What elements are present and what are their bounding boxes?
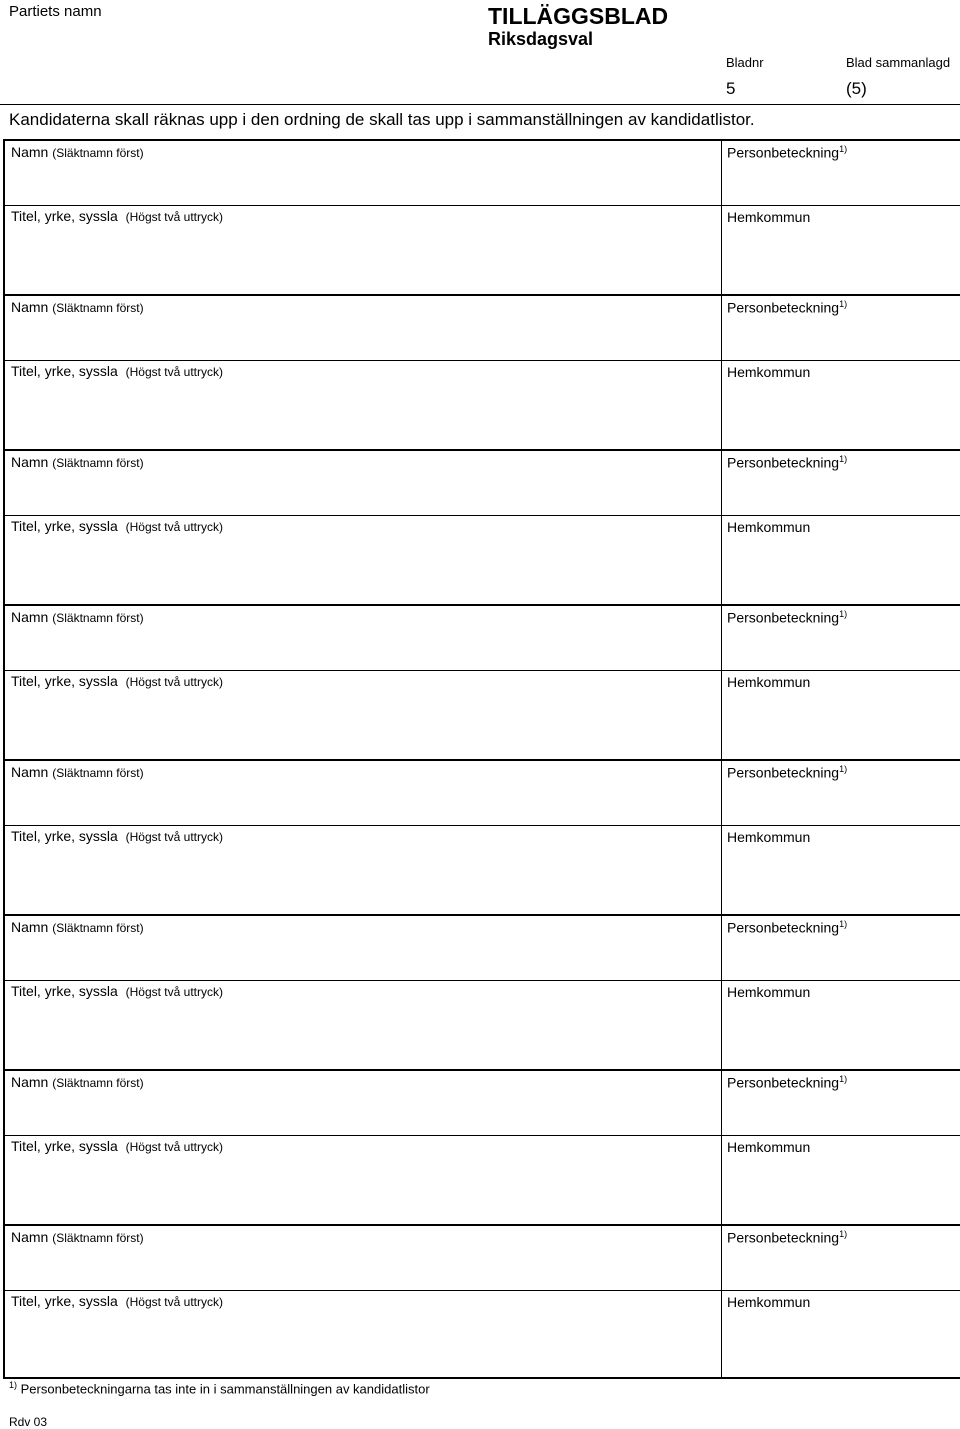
- namn-hint: (Släktnamn först): [52, 456, 144, 470]
- block-column-divider: [721, 1224, 722, 1379]
- namn-hint: (Släktnamn först): [52, 921, 144, 935]
- titel-hint: (Högst två uttryck): [125, 520, 223, 534]
- titel-field[interactable]: [11, 828, 223, 844]
- hemkommun-label: Hemkommun: [727, 674, 811, 690]
- titel-label: Titel, yrke, syssla: [11, 673, 118, 689]
- titel-label: Titel, yrke, syssla: [11, 363, 118, 379]
- block-column-divider: [721, 759, 722, 914]
- namn-field[interactable]: [11, 919, 144, 935]
- block-mid-rule: [5, 515, 960, 516]
- block-top-rule: [5, 1224, 960, 1226]
- titel-label: Titel, yrke, syssla: [11, 1138, 118, 1154]
- block-mid-rule: [5, 825, 960, 826]
- namn-hint: (Släktnamn först): [52, 301, 144, 315]
- titel-field[interactable]: [11, 518, 223, 534]
- candidate-block: [5, 449, 960, 604]
- candidate-block: [5, 1224, 960, 1379]
- namn-hint: (Släktnamn först): [52, 766, 144, 780]
- namn-label: Namn: [11, 919, 49, 935]
- candidate-block: [5, 759, 960, 914]
- block-column-divider: [721, 294, 722, 449]
- bladnr-value: 5: [726, 79, 736, 98]
- block-top-rule: [5, 759, 960, 761]
- personbeteckning-label: Personbeteckning: [727, 764, 840, 781]
- personbeteckning-label: Personbeteckning: [727, 1074, 840, 1091]
- namn-label: Namn: [11, 764, 49, 780]
- personbeteckning-field[interactable]: [727, 1229, 847, 1246]
- footnote-ref: 1): [839, 299, 848, 309]
- instruction-text: Kandidaterna skall räknas upp i den ordning de skall tas upp i sammanställningen av kandidatlistor.: [9, 110, 755, 129]
- titel-field[interactable]: [11, 983, 223, 999]
- block-column-divider: [721, 139, 722, 294]
- hemkommun-label: Hemkommun: [727, 209, 811, 225]
- namn-field[interactable]: [11, 1074, 144, 1090]
- namn-hint: (Släktnamn först): [52, 611, 144, 625]
- page-title: TILLÄGGSBLAD: [488, 3, 669, 29]
- personbeteckning-label: Personbeteckning: [727, 609, 840, 626]
- namn-hint: (Släktnamn först): [52, 1076, 144, 1090]
- titel-hint: (Högst två uttryck): [125, 1295, 223, 1309]
- titel-label: Titel, yrke, syssla: [11, 983, 118, 999]
- hemkommun-label: Hemkommun: [727, 519, 811, 535]
- block-column-divider: [721, 914, 722, 1069]
- footnote-ref: 1): [839, 1074, 848, 1084]
- candidate-block: [5, 604, 960, 759]
- block-column-divider: [721, 1069, 722, 1224]
- namn-label: Namn: [11, 144, 49, 160]
- hemkommun-label: Hemkommun: [727, 984, 811, 1000]
- namn-label: Namn: [11, 299, 49, 315]
- block-mid-rule: [5, 670, 960, 671]
- hemkommun-label: Hemkommun: [727, 829, 811, 845]
- block-mid-rule: [5, 980, 960, 981]
- footnote-mark: 1): [9, 1380, 18, 1390]
- block-top-rule: [5, 139, 960, 141]
- candidate-block: [5, 294, 960, 449]
- candidate-block: [5, 1069, 960, 1224]
- titel-field[interactable]: [11, 673, 223, 689]
- block-column-divider: [721, 604, 722, 759]
- namn-field[interactable]: [11, 299, 144, 315]
- block-top-rule: [5, 449, 960, 451]
- namn-field[interactable]: [11, 454, 144, 470]
- personbeteckning-field[interactable]: [727, 609, 847, 626]
- hemkommun-field[interactable]: [727, 829, 810, 845]
- block-column-divider: [721, 449, 722, 604]
- bladnr-label: Bladnr: [726, 55, 764, 70]
- personbeteckning-field[interactable]: [727, 1074, 847, 1091]
- personbeteckning-field[interactable]: [727, 919, 847, 936]
- namn-label: Namn: [11, 454, 49, 470]
- form-code: Rdv 03: [9, 1415, 48, 1429]
- hemkommun-field[interactable]: [727, 519, 810, 535]
- hemkommun-field[interactable]: [727, 364, 810, 380]
- titel-field[interactable]: [11, 208, 223, 224]
- personbeteckning-label: Personbeteckning: [727, 299, 840, 316]
- titel-label: Titel, yrke, syssla: [11, 1293, 118, 1309]
- personbeteckning-field[interactable]: [727, 454, 847, 471]
- titel-hint: (Högst två uttryck): [125, 1140, 223, 1154]
- footnote-ref: 1): [839, 144, 848, 154]
- namn-hint: (Släktnamn först): [52, 146, 144, 160]
- block-top-rule: [5, 604, 960, 606]
- candidate-form: [3, 139, 960, 1379]
- footnote: [9, 1380, 430, 1396]
- hemkommun-field[interactable]: [727, 984, 810, 1000]
- block-mid-rule: [5, 360, 960, 361]
- personbeteckning-field[interactable]: [727, 144, 847, 161]
- footnote-ref: 1): [839, 609, 848, 619]
- titel-label: Titel, yrke, syssla: [11, 518, 118, 534]
- hemkommun-field[interactable]: [727, 674, 810, 690]
- footnote-ref: 1): [839, 1229, 848, 1239]
- block-mid-rule: [5, 205, 960, 206]
- titel-field[interactable]: [11, 1138, 223, 1154]
- personbeteckning-label: Personbeteckning: [727, 454, 840, 471]
- titel-label: Titel, yrke, syssla: [11, 208, 118, 224]
- footnote-ref: 1): [839, 919, 848, 929]
- namn-hint: (Släktnamn först): [52, 1231, 144, 1245]
- header-divider: [0, 104, 960, 105]
- hemkommun-label: Hemkommun: [727, 364, 811, 380]
- block-top-rule: [5, 914, 960, 916]
- block-top-rule: [5, 1069, 960, 1071]
- titel-field[interactable]: [11, 1293, 223, 1309]
- titel-hint: (Högst två uttryck): [125, 365, 223, 379]
- namn-label: Namn: [11, 1074, 49, 1090]
- namn-label: Namn: [11, 1229, 49, 1245]
- titel-hint: (Högst två uttryck): [125, 985, 223, 999]
- block-top-rule: [5, 294, 960, 296]
- titel-hint: (Högst två uttryck): [125, 210, 223, 224]
- namn-field[interactable]: [11, 764, 144, 780]
- namn-field[interactable]: [11, 609, 144, 625]
- namn-label: Namn: [11, 609, 49, 625]
- hemkommun-field[interactable]: [727, 1139, 810, 1155]
- party-name-label: Partiets namn: [9, 3, 102, 20]
- personbeteckning-label: Personbeteckning: [727, 1229, 840, 1246]
- blad-sammanlagd-label: Blad sammanlagd: [846, 55, 951, 70]
- hemkommun-label: Hemkommun: [727, 1294, 811, 1310]
- personbeteckning-label: Personbeteckning: [727, 919, 840, 936]
- hemkommun-field[interactable]: [727, 1294, 810, 1310]
- titel-field[interactable]: [11, 363, 223, 379]
- block-mid-rule: [5, 1135, 960, 1136]
- footnote-ref: 1): [839, 454, 848, 464]
- titel-label: Titel, yrke, syssla: [11, 828, 118, 844]
- blad-sammanlagd-value: (5): [846, 79, 867, 98]
- candidate-block: [5, 914, 960, 1069]
- candidate-block: [5, 139, 960, 294]
- titel-hint: (Högst två uttryck): [125, 675, 223, 689]
- personbeteckning-field[interactable]: [727, 764, 847, 781]
- page-subtitle: Riksdagsval: [488, 29, 594, 49]
- namn-field[interactable]: [11, 144, 144, 160]
- footnote-text: Personbeteckningarna tas inte in i sammanställningen av kandidatlistor: [20, 1381, 430, 1397]
- personbeteckning-label: Personbeteckning: [727, 144, 840, 161]
- hemkommun-label: Hemkommun: [727, 1139, 811, 1155]
- personbeteckning-field[interactable]: [727, 299, 847, 316]
- namn-field[interactable]: [11, 1229, 144, 1245]
- footnote-ref: 1): [839, 764, 848, 774]
- hemkommun-field[interactable]: [727, 209, 810, 225]
- block-mid-rule: [5, 1290, 960, 1291]
- titel-hint: (Högst två uttryck): [125, 830, 223, 844]
